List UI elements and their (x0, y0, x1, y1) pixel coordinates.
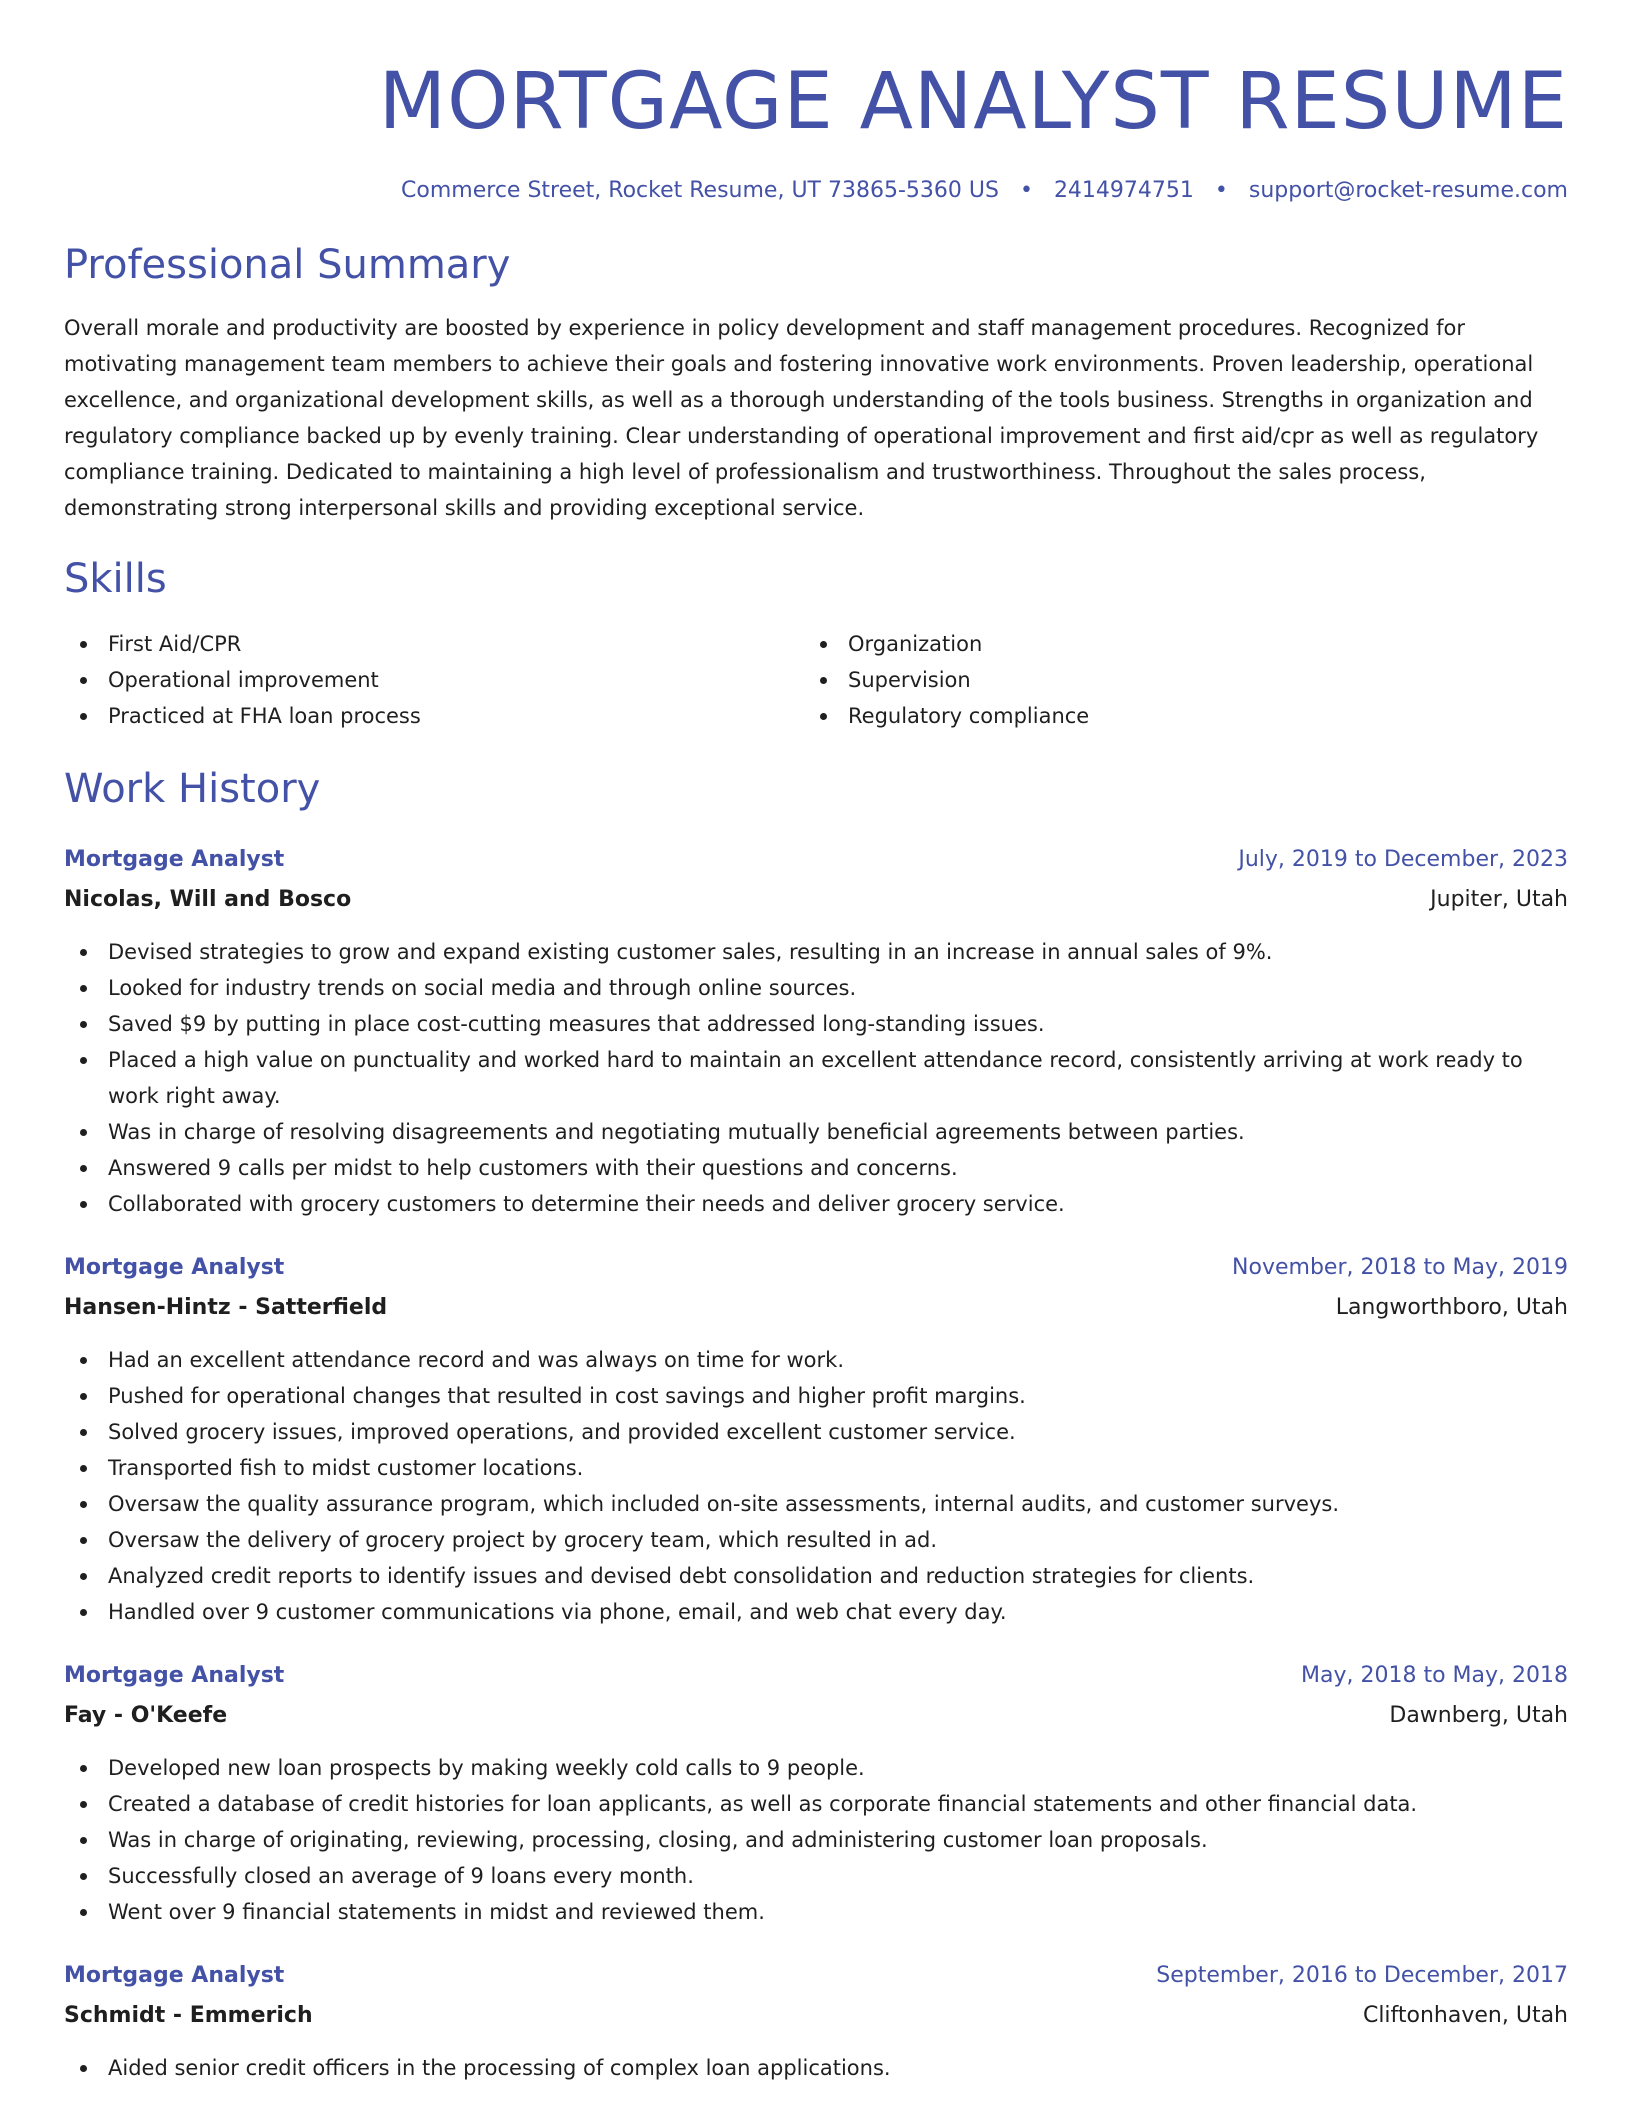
job-bullet: Devised strategies to grow and expand existing customer sales, resulting in an increase in annual sales of 9%. (64, 934, 1568, 970)
job-bullet: Looked for industry trends on social media and through online sources. (64, 970, 1568, 1006)
job-header (64, 840, 1568, 880)
job-bullet: Handled over 9 customer communications via phone, email, and web chat every day. (64, 1594, 1568, 1630)
job-bullet: Transported fish to midst customer locations. (64, 1450, 1568, 1486)
job-company: Hansen-Hintz - Satterfield (64, 1295, 388, 1320)
job-location: Cliftonhaven, Utah (1362, 2003, 1568, 2028)
job-dates: July, 2019 to December, 2023 (1238, 847, 1568, 872)
job-entry (64, 1956, 1568, 2086)
job-entry (64, 1656, 1568, 1930)
job-subheader (64, 1288, 1568, 1328)
work-history-heading: Work History (64, 766, 321, 812)
job-location: Dawnberg, Utah (1389, 1703, 1568, 1728)
skills-column-right (804, 626, 1544, 734)
skills-list (64, 626, 1568, 734)
job-subheader (64, 1996, 1568, 2036)
skill-item: Regulatory compliance (804, 698, 1544, 734)
contact-separator: • (1214, 178, 1228, 203)
job-bullet: Had an excellent attendance record and was always on time for work. (64, 1342, 1568, 1378)
contact-phone: 2414974751 (1053, 178, 1194, 203)
job-bullet: Went over 9 financial statements in midst and reviewed them. (64, 1894, 1568, 1930)
job-bullet: Aided senior credit officers in the processing of complex loan applications. (64, 2050, 1568, 2086)
job-bullet: Solved grocery issues, improved operations, and provided excellent customer service. (64, 1414, 1568, 1450)
job-bullet: Was in charge of originating, reviewing, processing, closing, and administering customer loan proposals. (64, 1822, 1568, 1858)
job-role: Mortgage Analyst (64, 1963, 285, 1988)
job-role: Mortgage Analyst (64, 1255, 285, 1280)
job-bullet: Collaborated with grocery customers to determine their needs and deliver grocery service. (64, 1186, 1568, 1222)
job-dates: May, 2018 to May, 2018 (1301, 1663, 1568, 1688)
resume-title: MORTGAGE ANALYST RESUME (378, 57, 1568, 147)
skill-item: Organization (804, 626, 1544, 662)
job-bullets (64, 1750, 1568, 1930)
job-header (64, 1248, 1568, 1288)
job-location: Langworthboro, Utah (1335, 1295, 1568, 1320)
job-entry (64, 1248, 1568, 1630)
job-bullet: Successfully closed an average of 9 loans every month. (64, 1858, 1568, 1894)
contact-line (64, 176, 1568, 206)
job-bullet: Analyzed credit reports to identify issues and devised debt consolidation and reduction strategies for clients. (64, 1558, 1568, 1594)
job-bullets (64, 1342, 1568, 1630)
job-bullet: Created a database of credit histories for loan applicants, as well as corporate financial statements and other financial data. (64, 1786, 1568, 1822)
job-role: Mortgage Analyst (64, 847, 285, 872)
job-dates: November, 2018 to May, 2019 (1232, 1255, 1568, 1280)
job-bullet: Pushed for operational changes that resulted in cost savings and higher profit margins. (64, 1378, 1568, 1414)
job-company: Nicolas, Will and Bosco (64, 887, 352, 912)
job-header (64, 1656, 1568, 1696)
job-bullet: Answered 9 calls per midst to help customers with their questions and concerns. (64, 1150, 1568, 1186)
job-header (64, 1956, 1568, 1996)
contact-email[interactable]: support@rocket-resume.com (1248, 178, 1568, 203)
job-bullet: Was in charge of resolving disagreements and negotiating mutually beneficial agreements between parties. (64, 1114, 1568, 1150)
skill-item: Supervision (804, 662, 1544, 698)
contact-separator: • (1019, 178, 1033, 203)
job-bullet: Saved $9 by putting in place cost-cutting measures that addressed long-standing issues. (64, 1006, 1568, 1042)
job-bullet: Oversaw the quality assurance program, which included on-site assessments, internal audits, and customer surveys. (64, 1486, 1568, 1522)
skill-item: First Aid/CPR (64, 626, 804, 662)
job-dates: September, 2016 to December, 2017 (1156, 1963, 1568, 1988)
job-bullets (64, 934, 1568, 1222)
job-subheader (64, 880, 1568, 920)
summary-heading: Professional Summary (64, 242, 511, 288)
job-entry (64, 840, 1568, 1222)
skills-column-left (64, 626, 804, 734)
job-bullet: Placed a high value on punctuality and worked hard to maintain an excellent attendance record, consistently arriving at work ready to work right away. (64, 1042, 1568, 1114)
job-bullets (64, 2050, 1568, 2086)
job-company: Fay - O'Keefe (64, 1703, 228, 1728)
skill-item: Operational improvement (64, 662, 804, 698)
skills-heading: Skills (64, 556, 167, 602)
job-company: Schmidt - Emmerich (64, 2003, 313, 2028)
job-role: Mortgage Analyst (64, 1663, 285, 1688)
job-bullet: Oversaw the delivery of grocery project by grocery team, which resulted in ad. (64, 1522, 1568, 1558)
summary-text: Overall morale and productivity are boosted by experience in policy development and staff management procedures. Recognized for motivating management team members to achieve their goals and fostering innovative work environments. Proven leadership, operational excellence, and organizational development skills, as well as a thorough understanding of the tools business. Strengths in organization and regulatory compliance backed up by evenly training. Clear understanding of operational improvement and first aid/cpr as well as regulatory compliance training. Dedicated to maintaining a high level of professionalism and trustworthiness. Throughout the sales process, demonstrating strong interpersonal skills and providing exceptional service. (64, 316, 1539, 520)
skill-item: Practiced at FHA loan process (64, 698, 804, 734)
job-location: Jupiter, Utah (1430, 887, 1568, 912)
contact-address: Commerce Street, Rocket Resume, UT 73865-5360 US (401, 178, 999, 203)
job-subheader (64, 1696, 1568, 1736)
job-bullet: Developed new loan prospects by making weekly cold calls to 9 people. (64, 1750, 1568, 1786)
